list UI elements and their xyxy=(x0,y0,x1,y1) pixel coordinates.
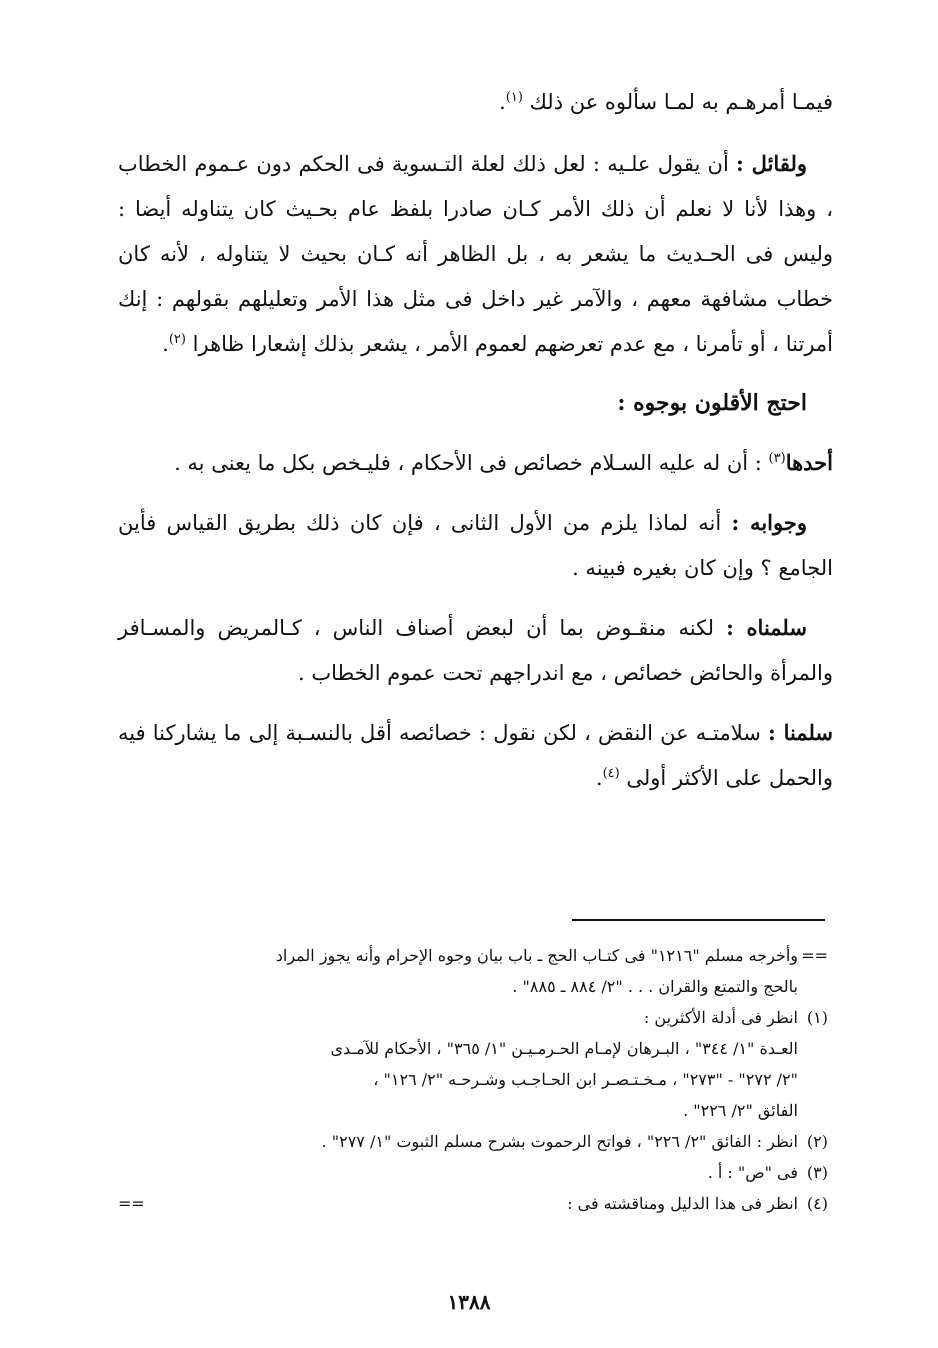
footnote-3-number: (٣) xyxy=(806,1163,828,1182)
footnote-1-text: انظر فى أدلة الأكثرين : xyxy=(643,1008,798,1027)
footnote-4-number: (٤) xyxy=(806,1194,828,1213)
main-text xyxy=(118,80,833,815)
footnote-divider xyxy=(572,919,825,921)
continuation-line-1: وأخرجه مسلم "١٢١٦" فى كتـاب الحج ـ باب بيان وجوه الإحرام وأنه يجوز المراد xyxy=(275,946,798,965)
footnote-2 xyxy=(118,1126,828,1157)
paragraph-5-text: لكنه منقـوض بما أن لبعض أصناف الناس ، كـالمريض والمسـافر والمرأة والحائض خصائص ، مع اندراجهم تحت عموم الخطاب . xyxy=(118,616,833,685)
paragraph-4 xyxy=(118,500,833,591)
paragraph-1: فيمـا أمرهـم به لمـا سألوه عن ذلك $^{(١)}$. xyxy=(499,90,833,114)
footnote-2-number: (٢) xyxy=(806,1132,828,1151)
footnote-1-line-1: العـدة "١/ ٣٤٤" ، البـرهان لإمـام الحـرمـيـن "١/ ٣٦٥" ، الأحكام للآمـدى xyxy=(330,1039,798,1058)
footnote-1-line-3: الفائق "٢/ ٢٢٦" . xyxy=(683,1101,798,1120)
footnote-1-line-2: "٢/ ٢٧٢" - "٢٧٣" ، مـخـتـصـر ابن الحـاجـب وشـرحـه "٢/ ١٢٦" ، xyxy=(373,1070,798,1089)
footnote-4-text: انظر فى هذا الدليل ومناقشته فى : xyxy=(567,1194,798,1213)
paragraph-6-lead: سلمنا : xyxy=(768,720,833,745)
footnote-2-text: انظر : الفائق "٢/ ٢٢٦" ، فواتح الرحموت بشرح مسلم الثبوت "١/ ٢٧٧" . xyxy=(321,1132,798,1151)
paragraph-2-text: أن يقول علـيه : لعل ذلك لعلة التـسوية فى الحكم دون عـموم الخطاب ، وهذا لأنا لا نعلم أن ذلك الأمر كـان صادرا بلفظ عام بحـيث كان يتناوله أيضا : وليس فى الحـديث ما يشعر به ، بل الظاهر أنه كـان بحيث لا يتناوله ، لأنه كان خطاب مشافهة معهم ، والآمر غير داخل فى مثل هذا الأمر وتعليلهم بقولهم : إنك أمرتنا ، أو تأمرنا ، مع عدم تعرضهم لعموم الأمر ، يشعر بذلك إشعارا ظاهرا xyxy=(118,152,833,356)
paragraph-5 xyxy=(118,605,833,696)
paragraph-4-text: أنه لماذا يلزم من الأول الثانى ، فإن كان ذلك بطريق القياس فأين الجامع ؟ وإن كان بغيره فبينه . xyxy=(118,511,833,580)
footnote-ref-2: (٢) xyxy=(168,332,186,347)
footnote-1-number: (١) xyxy=(806,1008,828,1027)
paragraph-3-text: : أن له عليه السـلام خصائص فى الأحكام ، فليـخص بكل ما يعنى به . xyxy=(174,451,762,475)
paragraph-1-text: فيمـا أمرهـم به لمـا سألوه عن ذلك xyxy=(529,90,833,114)
footnote-continuation xyxy=(118,940,828,971)
paragraph-2-lead: ولقائل : xyxy=(736,151,807,176)
footnote-ref-3: (٣) xyxy=(768,451,786,466)
footnote-3 xyxy=(118,1157,828,1188)
footnote-4-continues-marker: == xyxy=(118,1194,145,1213)
page-number: ١٣٨٨ xyxy=(447,1290,491,1314)
paragraph-5-lead: سلمناه : xyxy=(726,615,807,640)
paragraph-3 xyxy=(118,440,833,486)
footnote-ref-1: (١) xyxy=(505,90,523,105)
paragraph-4-lead: وجوابه : xyxy=(731,510,807,535)
footnote-1 xyxy=(118,1002,828,1033)
paragraph-2: ولقائل : أن يقول علـيه : لعل ذلك لعلة التـسوية فى الحكم دون عـموم الخطاب ، وهذا لأنا لا نعلم أن ذلك الأمر كـان صادرا بلفظ عام بحـيث كان يتناوله أيضا : وليس فى الحـديث ما يشعر به ، بل الظاهر أنه كـان بحيث لا يتناوله ، لأنه كان خطاب مشافهة معهم ، والآمر غير داخل فى مثل هذا الأمر وتعليلهم بقولهم : إنك أمرتنا ، أو تأمرنا ، مع عدم تعرضهم لعموم الأمر ، يشعر بذلك إشعارا ظاهرا $^{(٢)}$. xyxy=(118,151,833,356)
footnote-4 xyxy=(118,1188,828,1219)
footnote-ref-4: (٤) xyxy=(602,766,620,781)
continuation-line-2: بالحج والتمتع والقران . . . "٢/ ٨٨٤ ـ ٨٨٥" . xyxy=(512,977,798,996)
paragraph-6: سلمنا : سلامتـه عن النقض ، لكن نقول : خصائصه أقل بالنسـبة إلى ما يشاركنا فيه والحمل على الأكثر أولى $^{(٤)}$. xyxy=(118,720,833,790)
footnotes xyxy=(118,940,828,1219)
continuation-marker: == xyxy=(801,946,828,965)
paragraph-6-text: سلامتـه عن النقض ، لكن نقول : خصائصه أقل بالنسـبة إلى ما يشاركنا فيه والحمل على الأكثر أولى xyxy=(118,721,833,790)
section-heading: احتج الأقلون بوجوه : xyxy=(617,390,807,416)
footnote-3-text: فى "ص" : أ . xyxy=(707,1163,798,1182)
paragraph-3-lead: أحدها xyxy=(785,450,833,475)
